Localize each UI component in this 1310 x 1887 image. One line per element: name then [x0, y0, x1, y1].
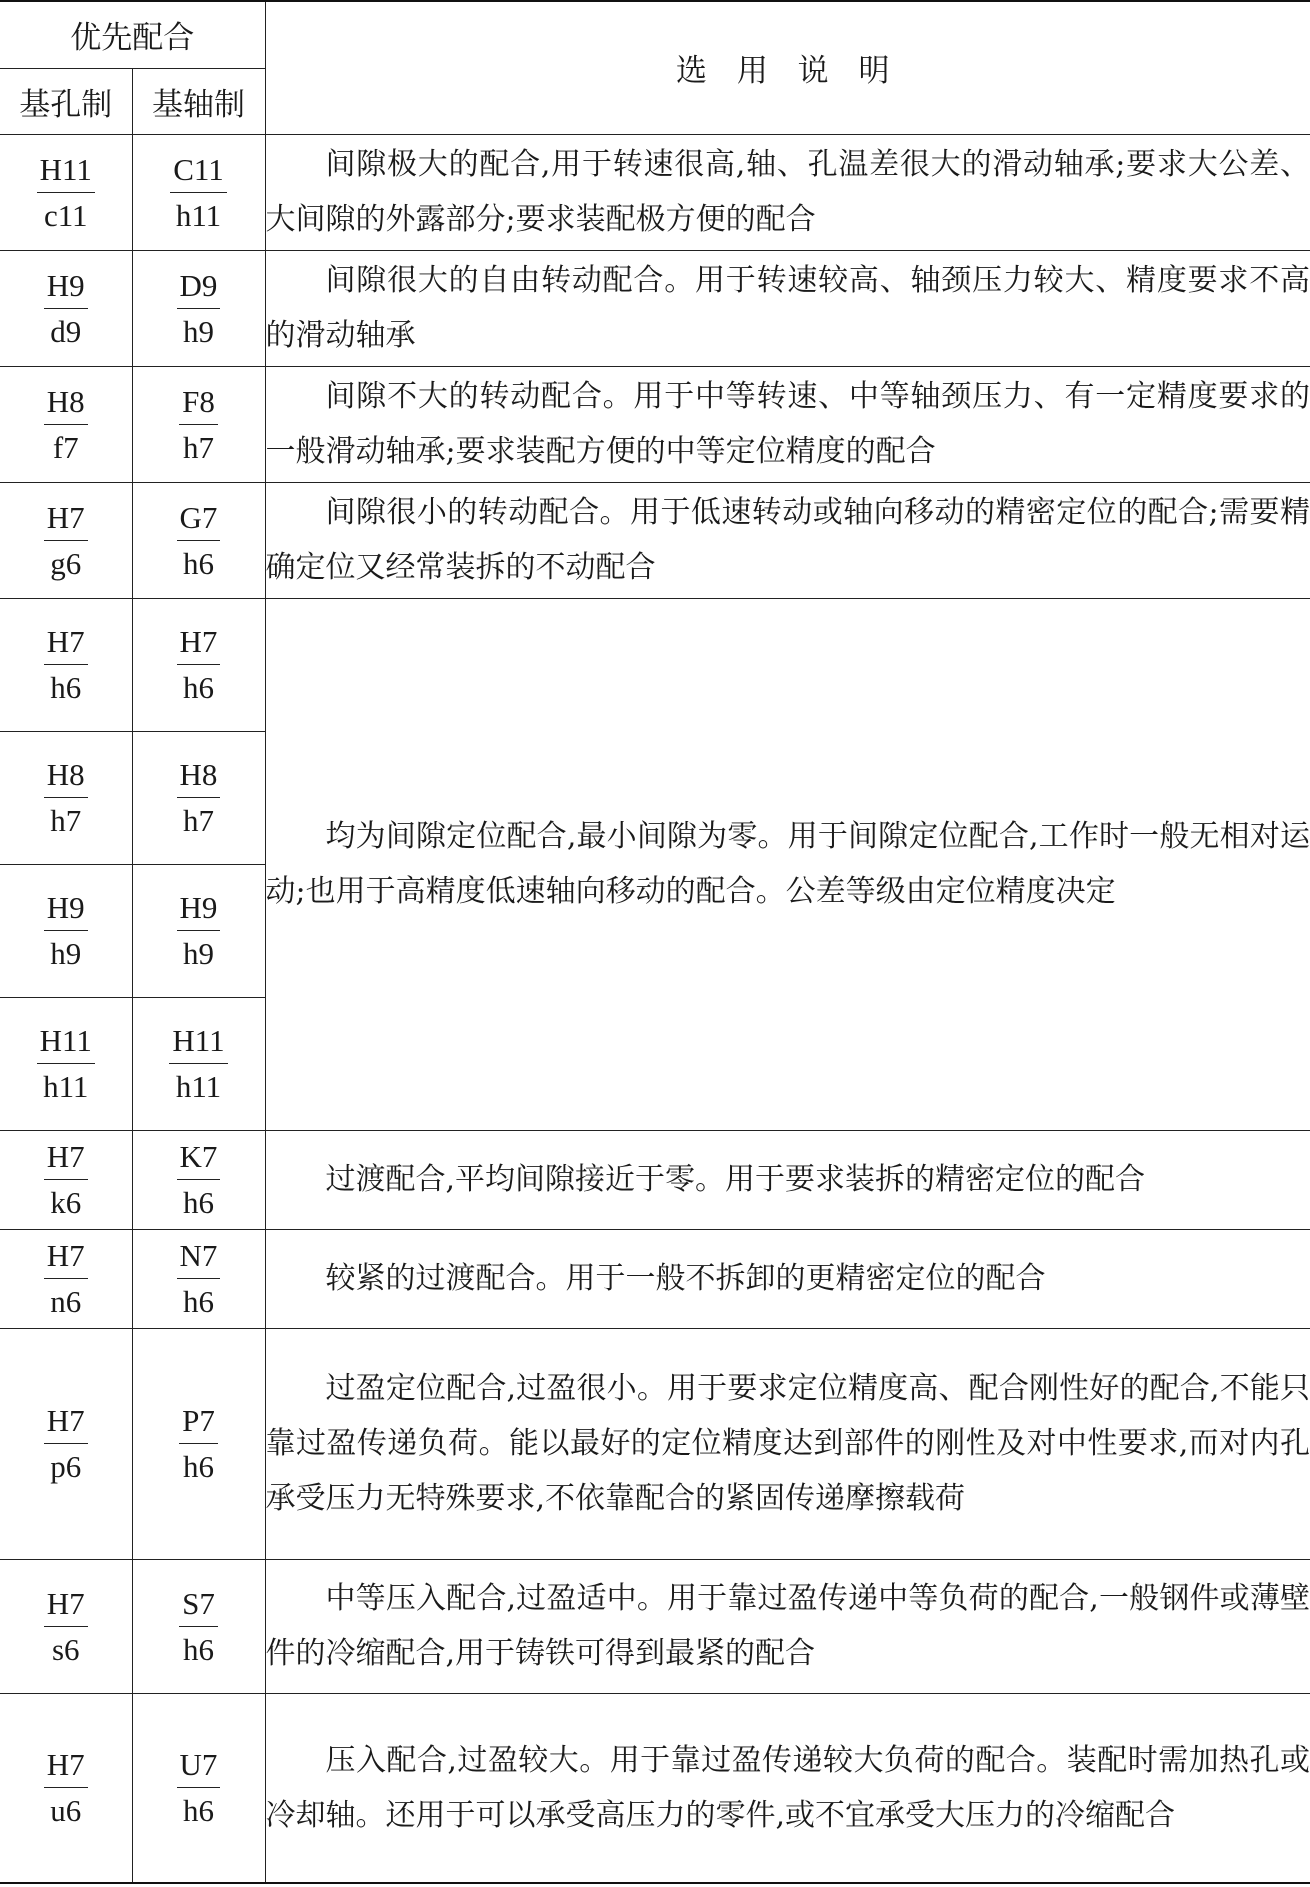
- table-row: [0, 250, 1310, 366]
- fit-shaft-tolerance: c11: [43, 197, 88, 233]
- fit-shaft-tolerance: h9: [182, 936, 214, 971]
- shaft-basis-fit: [132, 864, 265, 997]
- shaft-basis-fit: [132, 1229, 265, 1328]
- fit-shaft-tolerance: h11: [175, 1069, 222, 1104]
- fit-shaft-tolerance: g6: [50, 545, 82, 581]
- shaft-basis-fit: [132, 250, 265, 366]
- table-row: [0, 1229, 1310, 1328]
- fit-hole-tolerance: H7: [44, 1749, 88, 1788]
- fit-hole-tolerance: H7: [44, 502, 88, 541]
- fit-hole-tolerance: G7: [177, 502, 221, 541]
- fit-shaft-tolerance: h6: [183, 1449, 214, 1484]
- hole-basis-fit: [0, 1693, 132, 1883]
- fit-hole-tolerance: H7: [177, 626, 221, 665]
- hole-basis-fit: [0, 1328, 132, 1559]
- fit-hole-tolerance: D9: [177, 270, 221, 309]
- header-shaft-basis: 基轴制: [132, 68, 265, 134]
- fit-hole-tolerance: H7: [44, 1141, 88, 1180]
- fit-description: 压入配合,过盈较大。用于靠过盈传递较大负荷的配合。装配时需加热孔或冷却轴。还用于可以承受高压力的零件,或不宜承受大压力的冷缩配合: [265, 1693, 1310, 1883]
- hole-basis-fit: [0, 598, 132, 731]
- hole-basis-fit: [0, 1130, 132, 1229]
- fit-shaft-tolerance: h7: [182, 803, 214, 838]
- fit-hole-tolerance: H7: [44, 626, 88, 665]
- fit-hole-tolerance: H11: [37, 1025, 95, 1064]
- fit-description: 中等压入配合,过盈适中。用于靠过盈传递中等负荷的配合,一般钢件或薄壁件的冷缩配合,用于铸铁可得到最紧的配合: [265, 1559, 1310, 1693]
- fit-shaft-tolerance: h6: [182, 1185, 214, 1220]
- shaft-basis-fit: [132, 1130, 265, 1229]
- fit-description: 间隙极大的配合,用于转速很高,轴、孔温差很大的滑动轴承;要求大公差、大间隙的外露部分;要求装配极方便的配合: [265, 134, 1310, 250]
- fit-hole-tolerance: U7: [177, 1749, 221, 1788]
- table-row: [0, 1328, 1310, 1559]
- fit-hole-tolerance: H7: [44, 1405, 88, 1444]
- hole-basis-fit: [0, 1559, 132, 1693]
- fit-shaft-tolerance: n6: [50, 1284, 82, 1319]
- hole-basis-fit: [0, 366, 132, 482]
- fit-shaft-tolerance: h11: [43, 1069, 89, 1104]
- fit-hole-tolerance: H9: [44, 270, 88, 309]
- fit-description: 过盈定位配合,过盈很小。用于要求定位精度高、配合刚性好的配合,不能只靠过盈传递负荷。能以最好的定位精度达到部件的刚性及对中性要求,而对内孔承受压力无特殊要求,不依靠配合的紧固传递摩擦载荷: [265, 1328, 1310, 1559]
- fit-description: 均为间隙定位配合,最小间隙为零。用于间隙定位配合,工作时一般无相对运动;也用于高精度低速轴向移动的配合。公差等级由定位精度决定: [265, 598, 1310, 1130]
- fit-description: 间隙不大的转动配合。用于中等转速、中等轴颈压力、有一定精度要求的一般滑动轴承;要求装配方便的中等定位精度的配合: [265, 366, 1310, 482]
- fit-shaft-tolerance: k6: [50, 1185, 82, 1220]
- fit-shaft-tolerance: u6: [50, 1793, 82, 1829]
- hole-basis-fit: [0, 731, 132, 864]
- shaft-basis-fit: [132, 482, 265, 598]
- fit-hole-tolerance: S7: [179, 1588, 218, 1627]
- fit-shaft-tolerance: h6: [182, 545, 214, 581]
- fit-hole-tolerance: H7: [44, 1240, 88, 1279]
- fit-hole-tolerance: H8: [177, 759, 221, 798]
- fit-hole-tolerance: H7: [44, 1588, 88, 1627]
- fit-description: 间隙很大的自由转动配合。用于转速较高、轴颈压力较大、精度要求不高的滑动轴承: [265, 250, 1310, 366]
- shaft-basis-fit: [132, 1328, 265, 1559]
- fit-shaft-tolerance: d9: [50, 313, 82, 349]
- fit-shaft-tolerance: p6: [50, 1449, 82, 1484]
- fit-hole-tolerance: H11: [37, 154, 95, 193]
- fit-hole-tolerance: F8: [179, 386, 218, 425]
- fit-shaft-tolerance: h7: [183, 429, 214, 465]
- fit-shaft-tolerance: h6: [183, 1631, 214, 1667]
- fit-description: 间隙很小的转动配合。用于低速转动或轴向移动的精密定位的配合;需要精确定位又经常装拆的不动配合: [265, 482, 1310, 598]
- fit-hole-tolerance: P7: [179, 1405, 218, 1444]
- hole-basis-fit: [0, 134, 132, 250]
- fit-description: 过渡配合,平均间隙接近于零。用于要求装拆的精密定位的配合: [265, 1130, 1310, 1229]
- table-row: [0, 598, 1310, 731]
- shaft-basis-fit: [132, 1559, 265, 1693]
- shaft-basis-fit: [132, 731, 265, 864]
- fit-hole-tolerance: K7: [177, 1141, 221, 1180]
- fit-shaft-tolerance: f7: [52, 429, 79, 465]
- table-row: [0, 1693, 1310, 1883]
- shaft-basis-fit: [132, 997, 265, 1130]
- fit-shaft-tolerance: h6: [182, 1284, 214, 1319]
- table-row: [0, 1559, 1310, 1693]
- shaft-basis-fit: [132, 1693, 265, 1883]
- fit-shaft-tolerance: s6: [51, 1631, 80, 1667]
- header-selection-notes: 选 用 说 明: [265, 1, 1310, 134]
- fit-shaft-tolerance: h11: [175, 197, 222, 233]
- fit-shaft-tolerance: h9: [182, 313, 214, 349]
- hole-basis-fit: [0, 1229, 132, 1328]
- fit-hole-tolerance: H9: [177, 892, 221, 931]
- shaft-basis-fit: [132, 366, 265, 482]
- hole-basis-fit: [0, 482, 132, 598]
- fit-description: 较紧的过渡配合。用于一般不拆卸的更精密定位的配合: [265, 1229, 1310, 1328]
- header-preferred-fits: 优先配合: [0, 1, 265, 68]
- shaft-basis-fit: [132, 598, 265, 731]
- hole-basis-fit: [0, 864, 132, 997]
- fit-hole-tolerance: N7: [177, 1240, 221, 1279]
- fit-shaft-tolerance: h9: [50, 936, 82, 971]
- fit-hole-tolerance: H8: [44, 759, 88, 798]
- header-hole-basis: 基孔制: [0, 68, 132, 134]
- hole-basis-fit: [0, 997, 132, 1130]
- fit-hole-tolerance: H11: [169, 1025, 227, 1064]
- hole-basis-fit: [0, 250, 132, 366]
- fit-hole-tolerance: H9: [44, 892, 88, 931]
- fit-shaft-tolerance: h6: [50, 670, 82, 705]
- fit-shaft-tolerance: h7: [50, 803, 82, 838]
- table-row: [0, 482, 1310, 598]
- table-row: [0, 134, 1310, 250]
- fit-hole-tolerance: H8: [44, 386, 88, 425]
- table-row: [0, 366, 1310, 482]
- table-row: [0, 1130, 1310, 1229]
- fit-hole-tolerance: C11: [170, 154, 227, 193]
- shaft-basis-fit: [132, 134, 265, 250]
- fit-shaft-tolerance: h6: [182, 1793, 214, 1829]
- fit-shaft-tolerance: h6: [182, 670, 214, 705]
